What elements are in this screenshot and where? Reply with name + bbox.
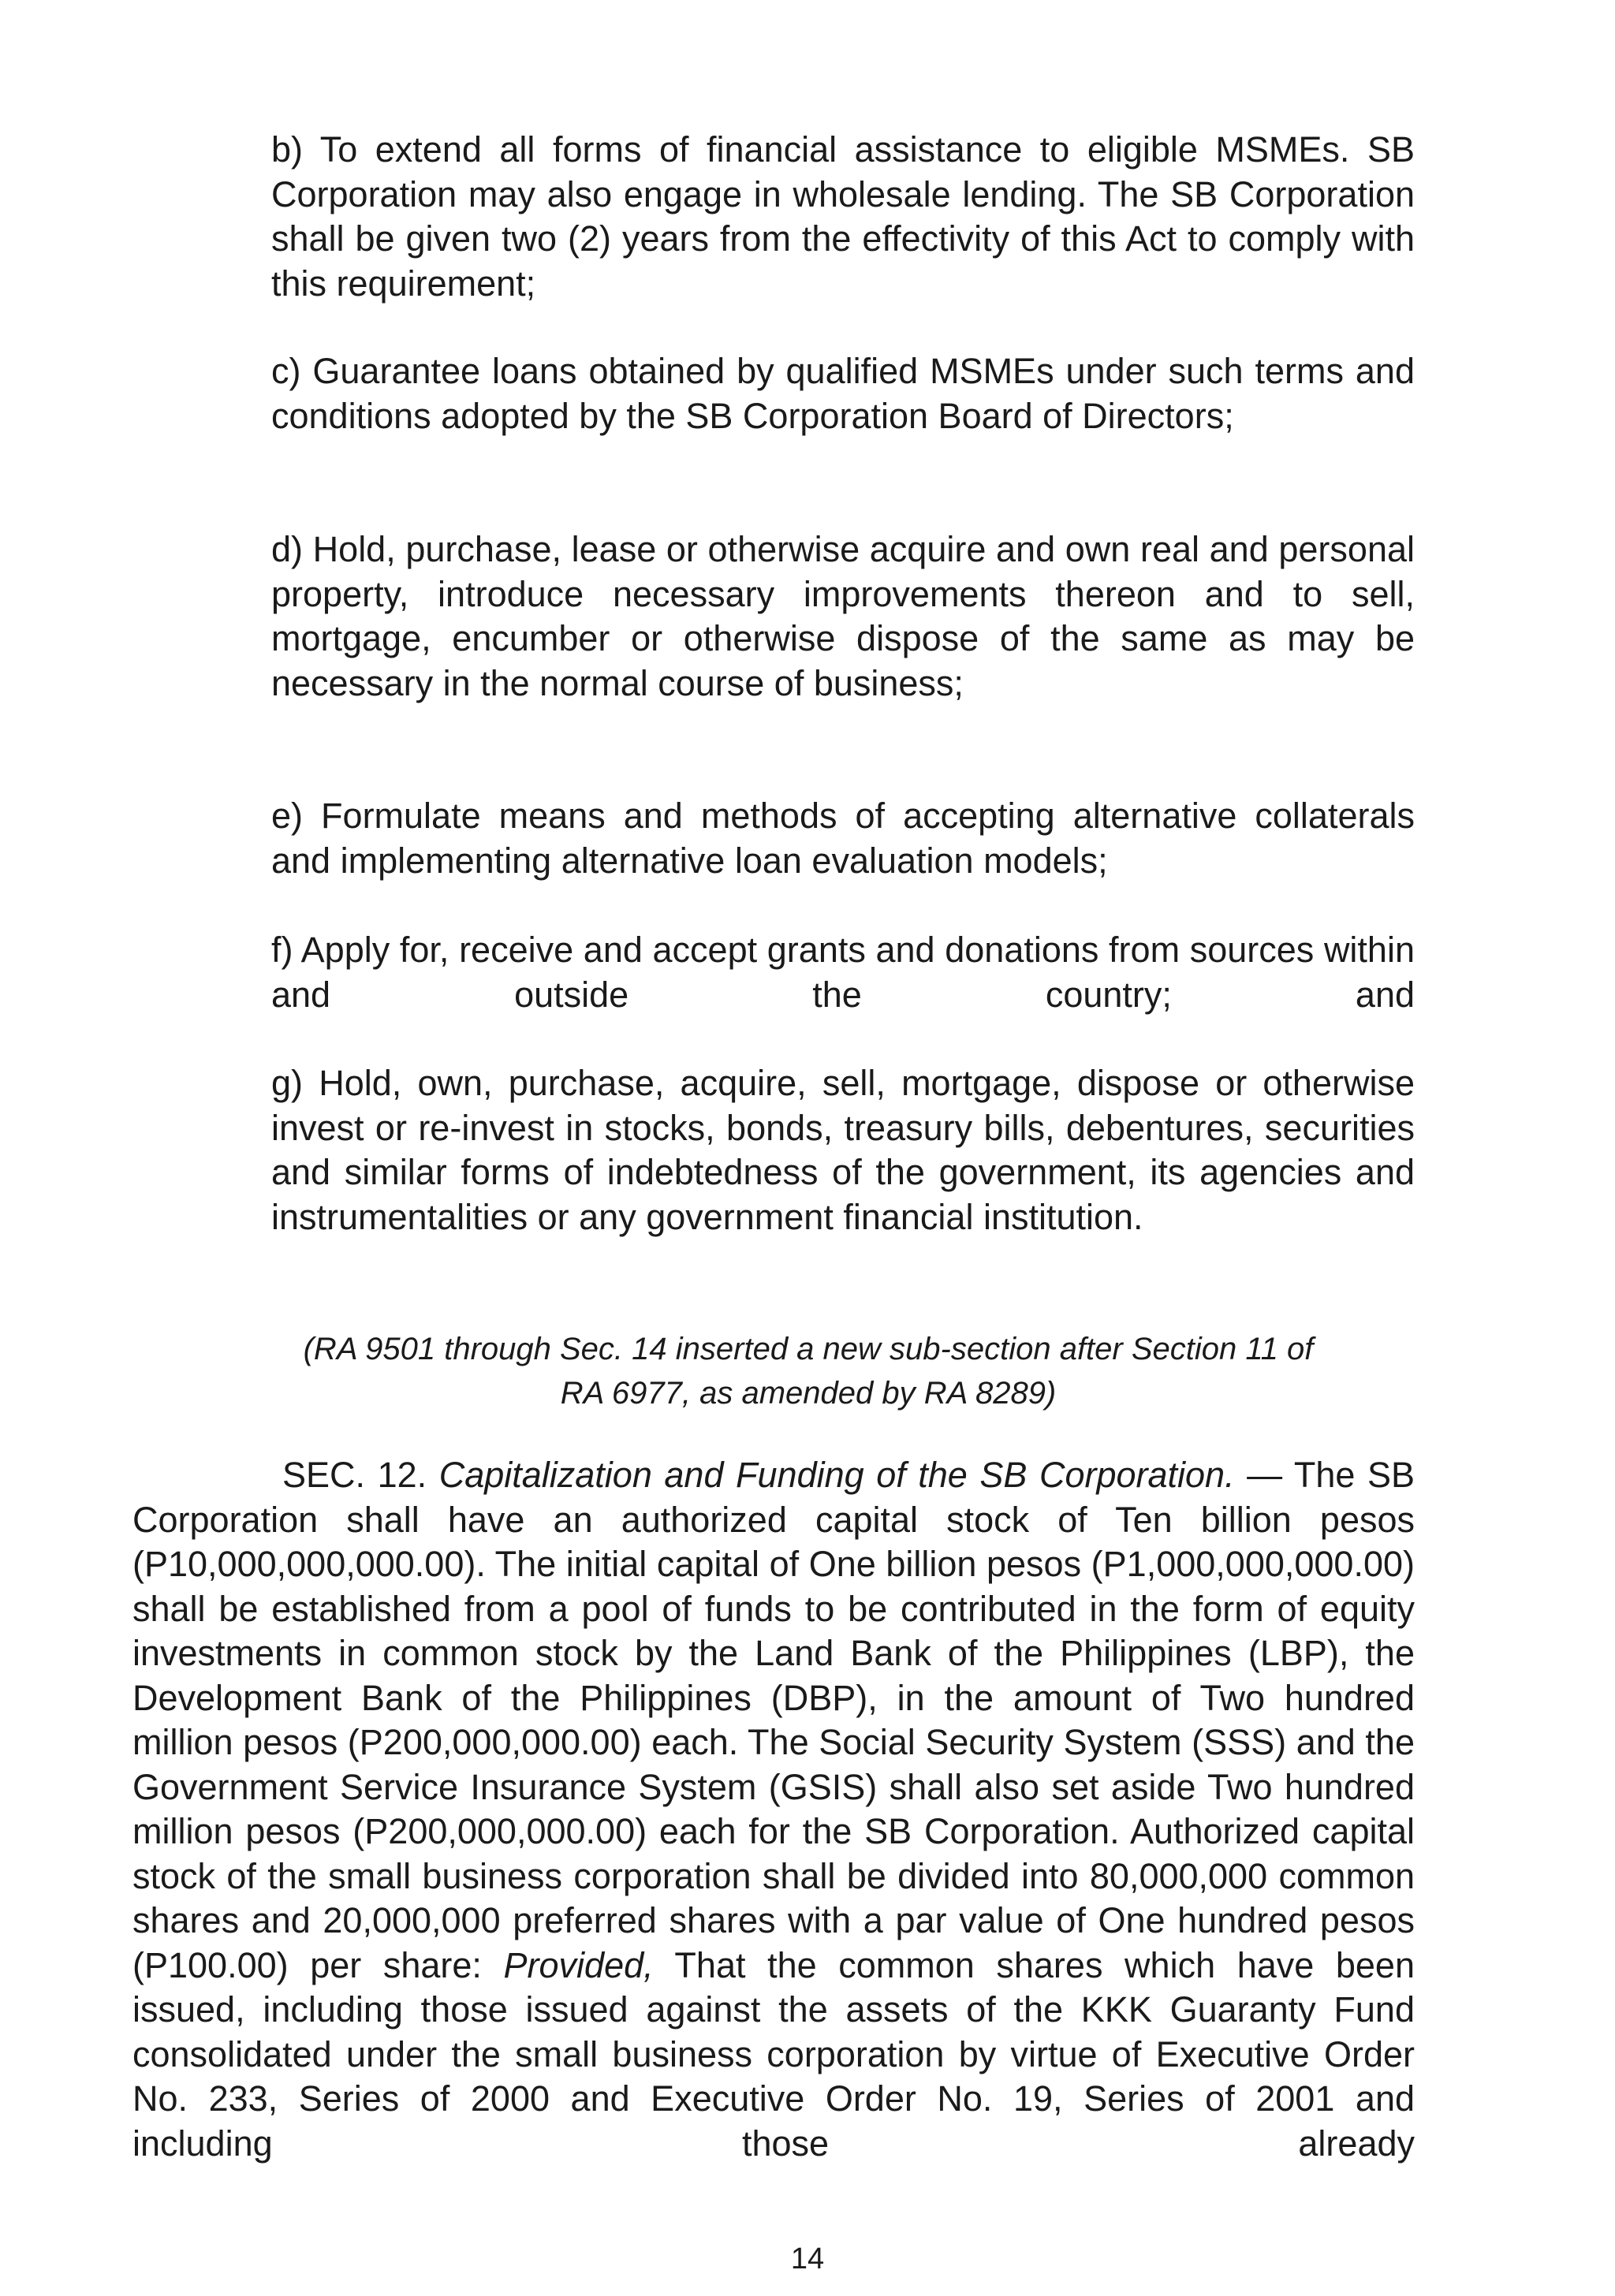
section-body-part-1: — The SB Corporation shall have an authorized capital stock of Ten billion pesos (P10,000,000,000.00). The initial capital of One billion pesos (P1,000,000,000.00) shall be established from a pool of funds to be contributed in the form of equity investments in common stock by the Land Bank of the Philippines (LBP), the Development Bank of the Philippines (DBP), in the amount of Two hundred million pesos (P200,000,000.00) each. The Social Security System (SSS) and the Government Service Insurance System (GSIS) shall also set aside Two hundred million pesos (P200,000,000.00) each for the SB Corporation. Authorized capital stock of the small business corporation shall be divided into 80,000,000 common shares and 20,000,000 preferred shares with a par value of One hundred pesos (P100.00) per share: <box>132 1455 1415 1985</box>
clause-f: f) Apply for, receive and accept grants and donations from sources within and outside the country; and <box>271 930 1415 1015</box>
page-number: 14 <box>790 2242 825 2276</box>
amendment-note-line-2: RA 6977, as amended by RA 8289) <box>560 1376 1057 1411</box>
section-body-part-2: That the common shares which have been issued, including those issued against the assets of the KKK Guaranty Fund consolidated under the small business corporation by virtue of Executive Order No. 233, Series of 2000 and Executive Order No. 19, Series of 2001 and including those already <box>132 1944 1415 2164</box>
proviso-keyword: Provided, <box>503 1944 654 1985</box>
amendment-note <box>205 1327 1412 1415</box>
section-12 <box>132 1453 1415 2166</box>
clause-c: c) Guarantee loans obtained by qualified MSMEs under such terms and conditions adopted by the SB Corporation Board of Directors; <box>271 351 1415 436</box>
clause-b: b) To extend all forms of financial assistance to eligible MSMEs. SB Corporation may also engage in wholesale lending. The SB Corporation shall be given two (2) years from the effectivity of this Act to comply with this requirement; <box>271 129 1415 304</box>
section-number: SEC. 12. <box>282 1455 427 1495</box>
clause-d: d) Hold, purchase, lease or otherwise acquire and own real and personal property, introduce necessary improvements thereon and to sell, mortgage, encumber or otherwise dispose of the same as may be necessary in the normal course of business; <box>271 529 1415 703</box>
amendment-note-line-1: (RA 9501 through Sec. 14 inserted a new sub-section after Section 11 of <box>303 1332 1314 1366</box>
section-title: Capitalization and Funding of the SB Corporation. <box>438 1455 1235 1495</box>
clause-g: g) Hold, own, purchase, acquire, sell, mortgage, dispose or otherwise invest or re-invest in stocks, bonds, treasury bills, debentures, securities and similar forms of indebtedness of the government, its agencies and instrumentalities or any government financial institution. <box>271 1063 1415 1237</box>
clause-e: e) Formulate means and methods of accepting alternative collaterals and implementing alternative loan evaluation models; <box>271 796 1415 881</box>
